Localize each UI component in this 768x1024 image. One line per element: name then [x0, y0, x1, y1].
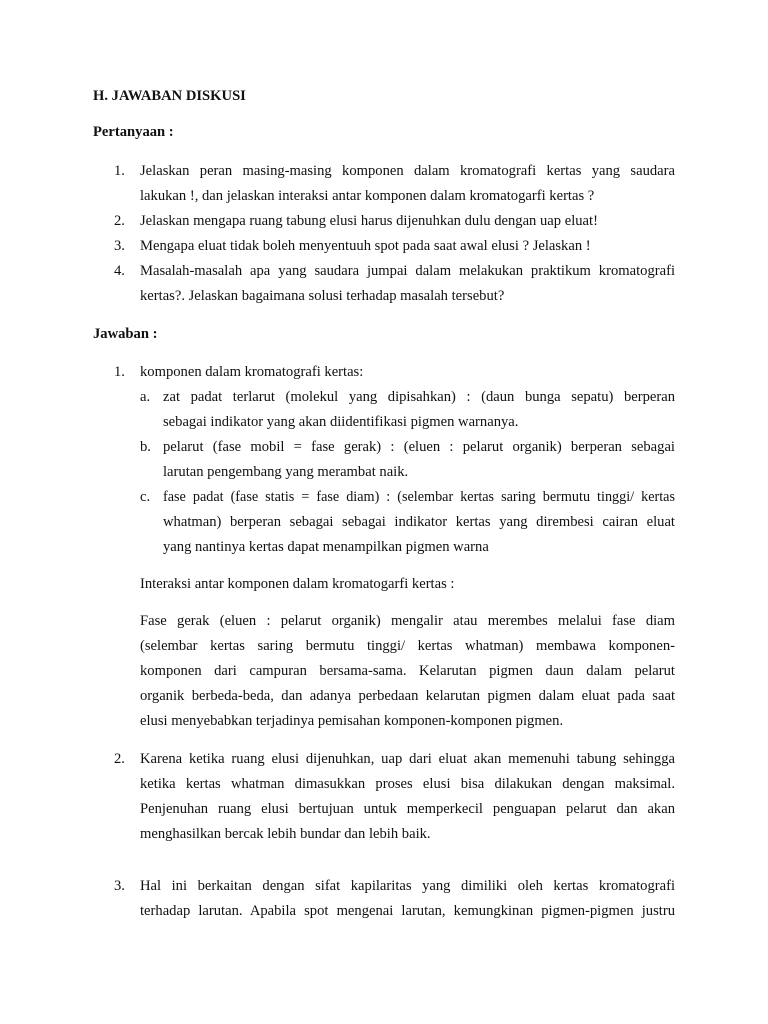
- question-number: 4.: [114, 263, 125, 279]
- answer-line: ketika kertas whatman dimasukkan proses elusi bisa dilakukan dengan maksimal.: [140, 776, 675, 792]
- interaction-line: (selembar kertas saring bermutu tinggi/ kertas whatman) membawa komponen-: [140, 638, 675, 654]
- sub-item-line: larutan pengembang yang merambat naik.: [163, 464, 409, 480]
- answer-number: 3.: [114, 878, 125, 894]
- sub-item-line: fase padat (fase statis = fase diam) : (selembar kertas saring bermutu tinggi/ kertas: [163, 489, 675, 505]
- section-title: H. JAWABAN DISKUSI: [93, 88, 246, 104]
- interaction-line: organik berbeda-beda, dan adanya perbedaan kelarutan pigmen dalam eluat pada saat: [140, 688, 675, 704]
- sub-item-line: whatman) berperan sebagai sebagai indikator kertas yang dirembesi cairan eluat: [163, 514, 675, 530]
- answer-line: Hal ini berkaitan dengan sifat kapilaritas yang dimiliki oleh kertas kromatografi: [140, 878, 675, 894]
- sub-item-line: zat padat terlarut (molekul yang dipisahkan) : (daun bunga sepatu) berperan: [163, 389, 675, 405]
- interaction-line: Fase gerak (eluen : pelarut organik) mengalir atau merembes melalui fase diam: [140, 613, 675, 629]
- question-line: Masalah-masalah apa yang saudara jumpai dalam melakukan praktikum kromatografi: [140, 263, 675, 279]
- sub-item-letter: b.: [140, 439, 151, 455]
- interaction-line: elusi menyebabkan terjadinya pemisahan komponen-komponen pigmen.: [140, 713, 564, 729]
- sub-item-letter: a.: [140, 389, 151, 405]
- interaction-heading: Interaksi antar komponen dalam kromatogarfi kertas :: [140, 576, 455, 592]
- question-number: 2.: [114, 213, 125, 229]
- answer-line: terhadap larutan. Apabila spot mengenai larutan, kemungkinan pigmen-pigmen justru: [140, 903, 675, 919]
- answer-number: 1.: [114, 364, 125, 380]
- answer-line: menghasilkan bercak lebih bundar dan lebih baik.: [140, 826, 431, 842]
- answer-line: Penjenuhan ruang elusi bertujuan untuk memperkecil penguapan pelarut dan akan: [140, 801, 675, 817]
- sub-item-line: pelarut (fase mobil = fase gerak) : (eluen : pelarut organik) berperan sebagai: [163, 439, 675, 455]
- answer-line: Karena ketika ruang elusi dijenuhkan, uap dari eluat akan memenuhi tabung sehingga: [140, 751, 675, 767]
- question-number: 1.: [114, 163, 125, 179]
- question-line: Mengapa eluat tidak boleh menyentuuh spot pada saat awal elusi ? Jelaskan !: [140, 238, 591, 254]
- sub-item-line: sebagai indikator yang akan diidentifikasi pigmen warnanya.: [163, 414, 519, 430]
- interaction-line: komponen dari campuran bersama-sama. Kelarutan pigmen daun dalam pelarut: [140, 663, 675, 679]
- question-line: kertas?. Jelaskan bagaimana solusi terhadap masalah tersebut?: [140, 288, 505, 304]
- questions-heading: Pertanyaan :: [93, 124, 174, 140]
- question-number: 3.: [114, 238, 125, 254]
- answer-intro: komponen dalam kromatografi kertas:: [140, 364, 364, 380]
- question-line: Jelaskan mengapa ruang tabung elusi harus dijenuhkan dulu dengan uap eluat!: [140, 213, 598, 229]
- answers-heading: Jawaban :: [93, 326, 158, 342]
- question-line: lakukan !, dan jelaskan interaksi antar komponen dalam kromatogarfi kertas ?: [140, 188, 595, 204]
- sub-item-letter: c.: [140, 489, 151, 505]
- question-line: Jelaskan peran masing-masing komponen dalam kromatografi kertas yang saudara: [140, 163, 675, 179]
- answer-number: 2.: [114, 751, 125, 767]
- sub-item-line: yang nantinya kertas dapat menampilkan pigmen warna: [163, 539, 489, 555]
